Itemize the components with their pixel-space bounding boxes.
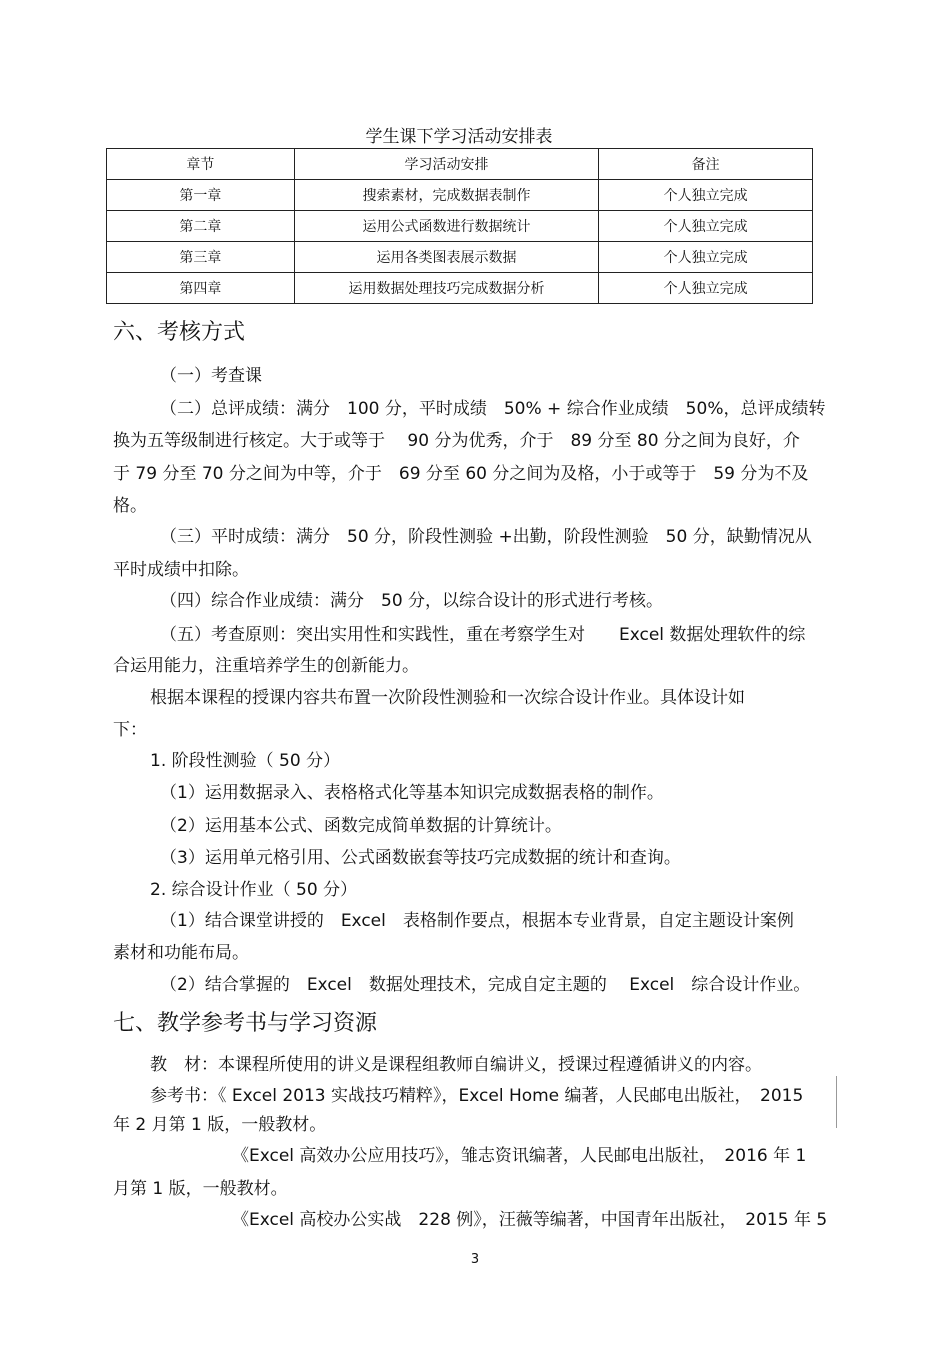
table-row [107, 242, 813, 273]
reference-2-line-1: 《Excel 高效办公应用技巧》，雏志资讯编著，人民邮电出版社， 2016 年 1 [232, 1146, 807, 1166]
header-remark: 备注 [599, 149, 813, 180]
regular-score-line-1: （三）平时成绩：满分 50 分，阶段性测验 +出勤，阶段性测验 50 分，缺勤情况从 [160, 527, 812, 547]
margin-rule [836, 1076, 837, 1128]
design-item-2: （2）结合掌握的 Excel 数据处理技术，完成自定主题的 Excel 综合设计作业。 [160, 975, 811, 995]
cell-remark: 个人独立完成 [599, 180, 813, 211]
principle-line-2: 合运用能力，注重培养学生的创新能力。 [113, 656, 419, 676]
cell-chapter: 第三章 [107, 242, 295, 273]
cell-chapter: 第四章 [107, 273, 295, 304]
assessment-type: （一）考查课 [160, 366, 262, 386]
principle-line-1: （五）考查原则：突出实用性和实践性，重在考察学生对 Excel 数据处理软件的综 [160, 625, 806, 645]
header-activity: 学习活动安排 [294, 149, 599, 180]
cell-remark: 个人独立完成 [599, 211, 813, 242]
total-score-line-2: 换为五等级制进行核定。大于或等于 90 分为优秀，介于 89 分至 80 分之间为良好，介 [113, 431, 800, 451]
cell-chapter: 第二章 [107, 211, 295, 242]
cell-activity: 运用公式函数进行数据统计 [294, 211, 599, 242]
stage-test-item-1: （1）运用数据录入、表格格式化等基本知识完成数据表格的制作。 [160, 783, 664, 803]
page-number: 3 [470, 1252, 480, 1267]
design-item-1-line-2: 素材和功能布局。 [113, 943, 249, 963]
stage-test-item-3: （3）运用单元格引用、公式函数嵌套等技巧完成数据的统计和查询。 [160, 848, 681, 868]
table-header-row [107, 149, 813, 180]
regular-score-line-2: 平时成绩中扣除。 [113, 560, 249, 580]
header-chapter: 章节 [107, 149, 295, 180]
textbook-line: 教 材：本课程所使用的讲义是课程组教师自编讲义，授课过程遵循讲义的内容。 [150, 1055, 762, 1075]
section7-heading: 七、教学参考书与学习资源 [113, 1011, 378, 1036]
table-row [107, 211, 813, 242]
cell-activity: 搜索素材，完成数据表制作 [294, 180, 599, 211]
total-score-line-3: 于 79 分至 70 分之间为中等，介于 69 分至 60 分之间为及格，小于或等于 59 分为不及 [113, 464, 809, 484]
reference-1-line-1: 参考书：《 Excel 2013 实战技巧精粹》，Excel Home 编著，人民邮电出版社， 2015 [150, 1086, 804, 1106]
table-row [107, 180, 813, 211]
design-item-1-line-1: （1）结合课堂讲授的 Excel 表格制作要点，根据本专业背景，自定主题设计案例 [160, 911, 794, 931]
cell-chapter: 第一章 [107, 180, 295, 211]
section6-heading: 六、考核方式 [113, 320, 246, 345]
total-score-line-4: 格。 [113, 496, 147, 516]
table-row [107, 273, 813, 304]
reference-2-line-2: 月第 1 版，一般教材。 [113, 1179, 288, 1199]
cell-remark: 个人独立完成 [599, 273, 813, 304]
reference-1-line-2: 年 2 月第 1 版，一般教材。 [113, 1115, 327, 1135]
reference-3-line-1: 《Excel 高校办公实战 228 例》，汪薇等编著，中国青年出版社， 2015 年 5 [232, 1210, 828, 1230]
stage-test-heading: 1. 阶段性测验（ 50 分） [150, 751, 341, 771]
design-intro-line-2: 下： [113, 720, 147, 740]
design-intro-line-1: 根据本课程的授课内容共布置一次阶段性测验和一次综合设计作业。具体设计如 [150, 688, 745, 708]
cell-activity: 运用数据处理技巧完成数据分析 [294, 273, 599, 304]
cell-activity: 运用各类图表展示数据 [294, 242, 599, 273]
design-assignment-heading: 2. 综合设计作业（ 50 分） [150, 880, 358, 900]
activity-schedule-table [106, 148, 813, 304]
cell-remark: 个人独立完成 [599, 242, 813, 273]
assignment-score-line: （四）综合作业成绩：满分 50 分，以综合设计的形式进行考核。 [160, 591, 664, 611]
table-title: 学生课下学习活动安排表 [365, 127, 553, 147]
total-score-line-1: （二）总评成绩：满分 100 分，平时成绩 50% + 综合作业成绩 50%，总评成绩转 [160, 399, 826, 419]
stage-test-item-2: （2）运用基本公式、函数完成简单数据的计算统计。 [160, 816, 562, 836]
